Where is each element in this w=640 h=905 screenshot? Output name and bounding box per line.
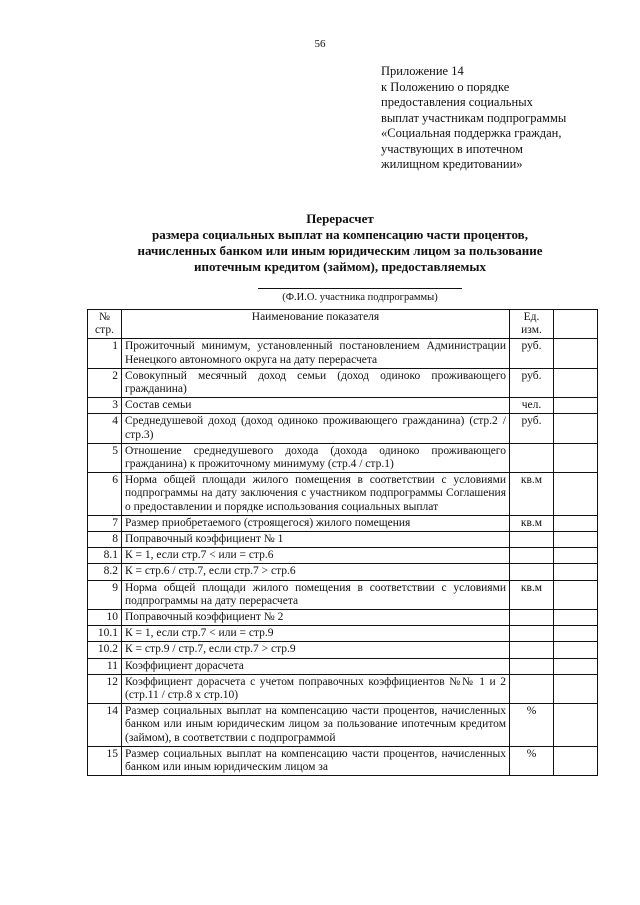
row-unit: руб. <box>510 414 554 443</box>
row-indicator-name: Прожиточный минимум, установленный постановлением Администрации Ненецкого автономного округа на дату перерасчета <box>122 339 510 368</box>
row-value-cell[interactable] <box>554 658 598 674</box>
row-number: 10 <box>88 610 122 626</box>
row-indicator-name: Состав семьи <box>122 398 510 414</box>
table-row <box>88 580 598 609</box>
row-number: 10.1 <box>88 626 122 642</box>
row-value-cell[interactable] <box>554 473 598 516</box>
row-value-cell[interactable] <box>554 746 598 775</box>
row-indicator-name: Коэффициент дорасчета с учетом поправочных коэффициентов №№ 1 и 2 (стр.11 / стр.8 х стр.10) <box>122 674 510 703</box>
row-number: 3 <box>88 398 122 414</box>
row-indicator-name: Размер приобретаемого (строящегося) жилого помещения <box>122 515 510 531</box>
table-row <box>88 414 598 443</box>
row-unit: кв.м <box>510 473 554 516</box>
row-number: 6 <box>88 473 122 516</box>
row-unit <box>510 548 554 564</box>
row-number: 12 <box>88 674 122 703</box>
header-value <box>554 310 598 339</box>
table-row <box>88 626 598 642</box>
appendix-line: выплат участникам подпрограммы <box>381 110 567 125</box>
row-indicator-name: К = стр.6 / стр.7, если стр.7 > стр.6 <box>122 564 510 580</box>
title-line: начисленных банком или иным юридическим лицом за пользование <box>137 243 543 258</box>
row-unit <box>510 642 554 658</box>
row-number: 9 <box>88 580 122 609</box>
table-row <box>88 658 598 674</box>
row-number: 7 <box>88 515 122 531</box>
fio-underline <box>258 288 462 289</box>
row-number: 4 <box>88 414 122 443</box>
row-value-cell[interactable] <box>554 368 598 397</box>
header-num: № стр. <box>88 310 122 339</box>
appendix-line: к Положению о порядке <box>381 79 510 94</box>
row-number: 11 <box>88 658 122 674</box>
table-row <box>88 642 598 658</box>
page-number: 56 <box>314 38 326 50</box>
table-row <box>88 564 598 580</box>
row-number: 15 <box>88 746 122 775</box>
table-row <box>88 610 598 626</box>
row-unit: % <box>510 746 554 775</box>
row-unit: кв.м <box>510 580 554 609</box>
row-unit: руб. <box>510 368 554 397</box>
title-line: размера социальных выплат на компенсацию части процентов, <box>152 227 528 242</box>
row-indicator-name: Размер социальных выплат на компенсацию части процентов, начисленных банком или иным юридическим лицом за <box>122 746 510 775</box>
row-indicator-name: Поправочный коэффициент № 2 <box>122 610 510 626</box>
row-number: 8 <box>88 532 122 548</box>
document-title <box>60 211 620 275</box>
table-row <box>88 515 598 531</box>
row-indicator-name: Среднедушевой доход (доход одиноко проживающего гражданина) (стр.2 / стр.3) <box>122 414 510 443</box>
row-indicator-name: Норма общей площади жилого помещения в соответствии с условиями подпрограммы на дату заключения с участником подпрограммы Соглашения о предоставлении и порядке использования социальных выплат <box>122 473 510 516</box>
row-indicator-name: К = 1, если стр.7 < или = стр.6 <box>122 548 510 564</box>
row-indicator-name: Совокупный месячный доход семьи (доход одиноко проживающего гражданина) <box>122 368 510 397</box>
row-unit <box>510 674 554 703</box>
row-value-cell[interactable] <box>554 642 598 658</box>
appendix-block <box>381 64 631 173</box>
calculation-table <box>87 309 598 776</box>
appendix-line: «Социальная поддержка граждан, <box>381 126 562 140</box>
row-indicator-name: Отношение среднедушевого дохода (дохода одиноко проживающего гражданина) к прожиточному минимуму (стр.4 / стр.1) <box>122 443 510 472</box>
appendix-line: Приложение 14 <box>381 64 464 78</box>
table-row <box>88 368 598 397</box>
row-unit <box>510 626 554 642</box>
appendix-line: жилищном кредитовании» <box>381 157 523 171</box>
row-unit: % <box>510 704 554 747</box>
row-number: 10.2 <box>88 642 122 658</box>
row-unit <box>510 532 554 548</box>
table-row <box>88 443 598 472</box>
row-number: 14 <box>88 704 122 747</box>
row-value-cell[interactable] <box>554 610 598 626</box>
row-number: 5 <box>88 443 122 472</box>
table-row <box>88 548 598 564</box>
row-value-cell[interactable] <box>554 398 598 414</box>
row-value-cell[interactable] <box>554 339 598 368</box>
header-unit: Ед. изм. <box>510 310 554 339</box>
fio-label: (Ф.И.О. участника подпрограммы) <box>282 292 438 303</box>
row-indicator-name: К = 1, если стр.7 < или = стр.9 <box>122 626 510 642</box>
row-indicator-name: К = стр.9 / стр.7, если стр.7 > стр.9 <box>122 642 510 658</box>
row-value-cell[interactable] <box>554 548 598 564</box>
table-row <box>88 532 598 548</box>
row-value-cell[interactable] <box>554 443 598 472</box>
row-indicator-name: Коэффициент дорасчета <box>122 658 510 674</box>
row-unit <box>510 658 554 674</box>
row-value-cell[interactable] <box>554 704 598 747</box>
row-indicator-name: Поправочный коэффициент № 1 <box>122 532 510 548</box>
title-line: ипотечным кредитом (займом), предоставляемых <box>194 259 486 274</box>
row-value-cell[interactable] <box>554 580 598 609</box>
header-name: Наименование показателя <box>122 310 510 339</box>
row-value-cell[interactable] <box>554 626 598 642</box>
row-number: 8.2 <box>88 564 122 580</box>
row-unit: руб. <box>510 339 554 368</box>
row-unit: чел. <box>510 398 554 414</box>
row-number: 8.1 <box>88 548 122 564</box>
table-row <box>88 704 598 747</box>
table-row <box>88 398 598 414</box>
appendix-line: предоставления социальных <box>381 95 533 109</box>
appendix-line: участвующих в ипотечном <box>381 141 523 156</box>
table-row <box>88 674 598 703</box>
row-unit <box>510 610 554 626</box>
table-row <box>88 473 598 516</box>
table-row <box>88 746 598 775</box>
row-unit <box>510 443 554 472</box>
row-value-cell[interactable] <box>554 414 598 443</box>
table-header-row <box>88 310 598 339</box>
title-line: Перерасчет <box>306 211 374 226</box>
row-indicator-name: Норма общей площади жилого помещения в соответствии с условиями подпрограммы на дату перерасчета <box>122 580 510 609</box>
row-unit: кв.м <box>510 515 554 531</box>
row-number: 1 <box>88 339 122 368</box>
row-value-cell[interactable] <box>554 515 598 531</box>
row-value-cell[interactable] <box>554 532 598 548</box>
table-body <box>88 339 598 776</box>
row-indicator-name: Размер социальных выплат на компенсацию части процентов, начисленных банком или иным юридическим лицом за пользование ипотечным кредитом (займом), в соответствии с подпрограммой <box>122 704 510 747</box>
row-number: 2 <box>88 368 122 397</box>
row-unit <box>510 564 554 580</box>
row-value-cell[interactable] <box>554 564 598 580</box>
table-row <box>88 339 598 368</box>
row-value-cell[interactable] <box>554 674 598 703</box>
